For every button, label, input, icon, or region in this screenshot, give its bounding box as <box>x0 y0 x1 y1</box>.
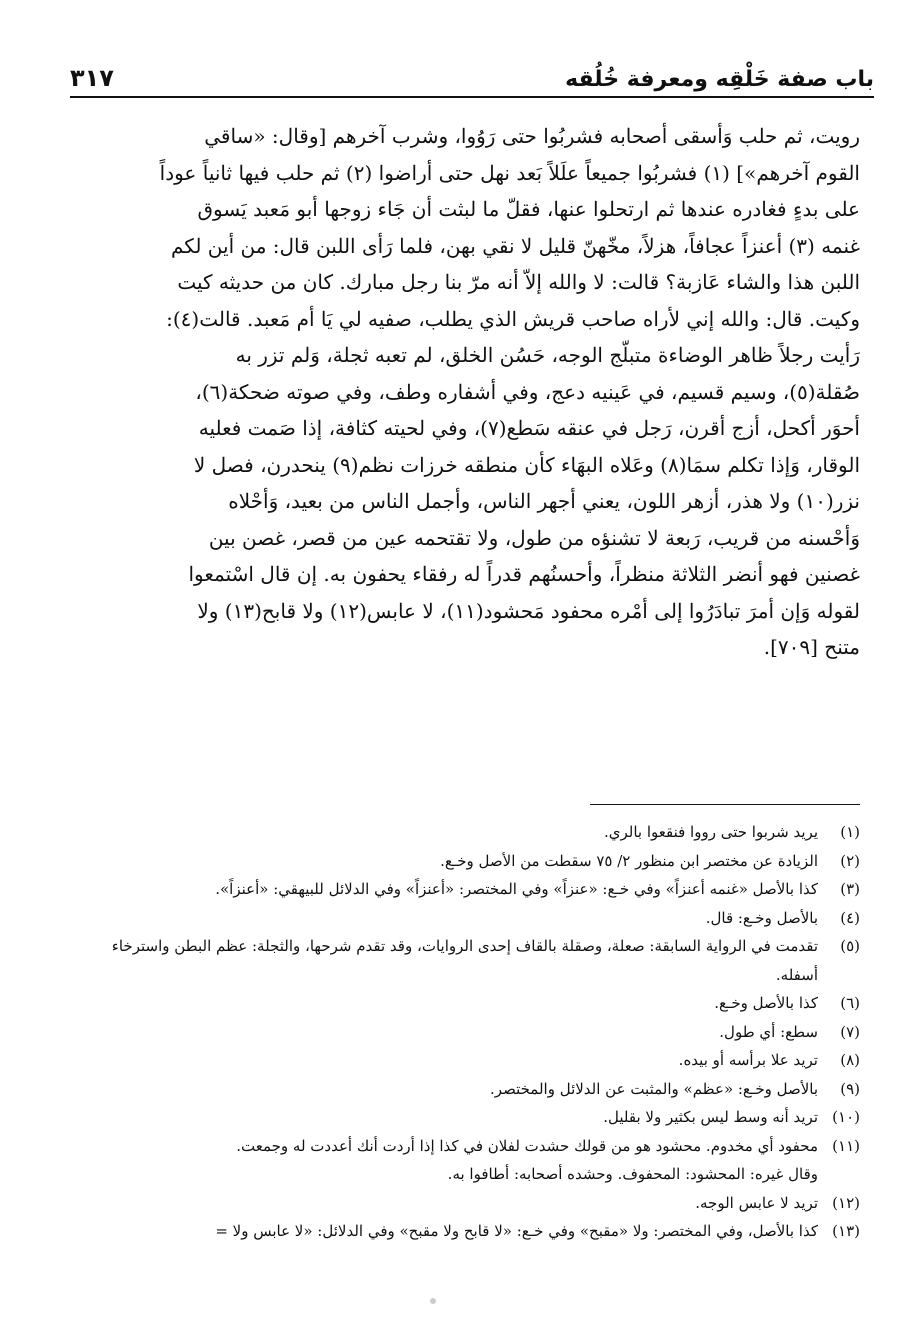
footnote-continuation: وقال غيره: المحشود: المحفوف. وحشده أصحابه: أطافوا به. <box>447 1165 818 1183</box>
footnote-item <box>90 847 860 876</box>
footnote-item <box>90 1018 860 1047</box>
footnote-number: (٧) <box>840 1022 860 1041</box>
footnote-item <box>90 1189 860 1218</box>
text-line: القوم آخرهم»] (١) فشربُوا جميعاً علَلاً بَعد نهل حتى أراضوا (٢) ثم حلب فيها ثانياً عوداً <box>159 160 860 185</box>
footnote-text: تقدمت في الرواية السابقة: صعلة، وصقلة بالقاف إحدى الروايات، وقد تقدم شرحها، والثجلة: عظم البطن واسترخاء أسفله. <box>111 937 818 984</box>
footnote-number: (١١) <box>832 1136 860 1155</box>
footnote-text: يريد شربوا حتى رووا فنقعوا بالري. <box>603 823 818 841</box>
footnote-text: محفود أي مخدوم. محشود هو من قولك حشدت لفلان في كذا إذا أردت أنك أعددت له وجمعت. <box>236 1136 818 1155</box>
footnote-text: سطع: أي طول. <box>719 1022 818 1041</box>
footnote-item <box>90 932 860 989</box>
main-text <box>82 118 860 778</box>
page-speck-mark <box>430 1298 436 1304</box>
footnote-item <box>90 1217 860 1246</box>
footnote-text: كذا بالأصل، وفي المختصر: ولا «مقبح» وفي خـع: «لا قابح ولا مقبح» وفي الدلائل: «لا عابس ولا = <box>215 1222 818 1240</box>
footnote-number: (٦) <box>840 994 860 1012</box>
text-line: اللبن هذا والشاء عَازبة؟ قالت: لا والله إلاّ أنه مرّ بنا رجل مبارك. كان من حديثه كيت <box>177 270 860 294</box>
footnote-item <box>90 989 860 1018</box>
footnote-number: (٣) <box>840 880 860 898</box>
text-line: رَأيت رجلاً ظاهر الوضاءة متبلّج الوجه، حَسُن الخلق، لم تعبه ثجلة، وَلم تزر به <box>235 343 860 367</box>
footnote-text: كذا بالأصل وخـع. <box>714 994 818 1012</box>
footnote-item <box>90 1075 860 1104</box>
footnote-text: تريد لا عابس الوجه. <box>695 1193 818 1212</box>
text-line: على بدءٍ فغادره عندها ثم ارتحلوا عنها، فقلّ ما لبثت أن جَاء زوجها أبو مَعبد يَسوق <box>197 197 860 221</box>
footnote-item <box>90 875 860 904</box>
text-line: الوقار، وَإذا تكلم سمَا(٨) وعَلاه البهَاء كأن منطقه خرزات نظم(٩) ينحدرن، فصل لا <box>193 452 860 477</box>
running-title: باب صفة خَلْقِه ومعرفة خُلُقه <box>565 67 874 92</box>
footnote-number: (٤) <box>840 908 860 927</box>
text-line: وَأحْسنه من قريب، رَبعة لا تشنؤه من طول، ولا تقتحمه عين من قصر، غصن بين <box>208 525 860 550</box>
text-line: لقوله وَإن أمرَ تبادَرُوا إلى أمْره محفود مَحشود(١١)، لا عابس(١٢) ولا قابح(١٣) ولا <box>197 598 860 623</box>
text-line: متنح [٧٠٩]. <box>763 635 860 659</box>
footnote-item <box>90 1132 860 1161</box>
page-header <box>70 48 874 98</box>
text-line: صُقلة(٥)، وسيم قسيم، في عَينيه دعج، وفي أشفاره وطف، وفي صوته ضحكة(٦)، <box>195 379 860 404</box>
text-line: رويت، ثم حلب وَأسقى أصحابه فشربُوا حتى رَوُوا، وشرب آخرهم [وقال: «ساقي <box>204 124 860 148</box>
footnote-item <box>90 904 860 933</box>
page-number: ٣١٧ <box>70 64 114 92</box>
footnote-text: تريد علا برأسه أو بيده. <box>678 1051 818 1069</box>
footnote-divider <box>590 804 860 805</box>
footnote-number: (٨) <box>840 1051 860 1069</box>
text-line: وكيت. قال: والله إني لأراه صاحب قريش الذي يطلب، صفيه لي يَا أم مَعبد. قالت(٤): <box>166 306 860 331</box>
footnote-number: (١٠) <box>832 1108 860 1126</box>
footnote-number: (١٣) <box>832 1222 860 1240</box>
footnote-number: (٢) <box>840 851 860 870</box>
footnote-text: بالأصل وخـع: قال. <box>705 908 818 927</box>
footnote-number: (٩) <box>840 1079 860 1098</box>
footnote-number: (١) <box>840 823 860 841</box>
text-line: أحوَر أكحل، أزج أقرن، رَجل في عنقه سَطع(٧)، وفي لحيته كثافة، إذا صَمت فعليه <box>198 416 860 440</box>
footnote-text: كذا بالأصل «غنمه أعنزاً» وفي خـع: «عنزاً» وفي المختصر: «أعنزاً» وفي الدلائل للبيهقي: «أعنزاً». <box>215 880 818 898</box>
footnote-text: بالأصل وخـع: «عظم» والمثبت عن الدلائل والمختصر. <box>490 1079 818 1098</box>
footnote-item <box>90 1046 860 1075</box>
footnote-item <box>90 1103 860 1132</box>
footnote-number: (٥) <box>840 937 860 955</box>
footnote-text: الزيادة عن مختصر ابن منظور ٢/ ٧٥ سقطت من الأصل وخـع. <box>440 851 818 870</box>
footnote-item <box>90 818 860 847</box>
footnote-text: تريد أنه وسط ليس بكثير ولا بقليل. <box>603 1108 818 1126</box>
text-line: نزر(١٠) ولا هذر، أزهر اللون، يعني أجهر الناس، وأجمل الناس من بعيد، وَأحْلاه <box>228 489 860 513</box>
footnotes <box>90 818 860 1246</box>
footnote-number: (١٢) <box>832 1193 860 1212</box>
text-line: غصنين فهو أنضر الثلاثة منظراً، وأحسنُهم قدراً له رفقاء يحفون به. إن قال اسْتمعوا <box>188 562 860 586</box>
text-line: غنمه (٣) أعنزاً عجافاً، هزلاً، مخّهنّ قليل لا نقي بهن، فلما رَأى اللبن قال: من أين لكم <box>170 233 860 258</box>
